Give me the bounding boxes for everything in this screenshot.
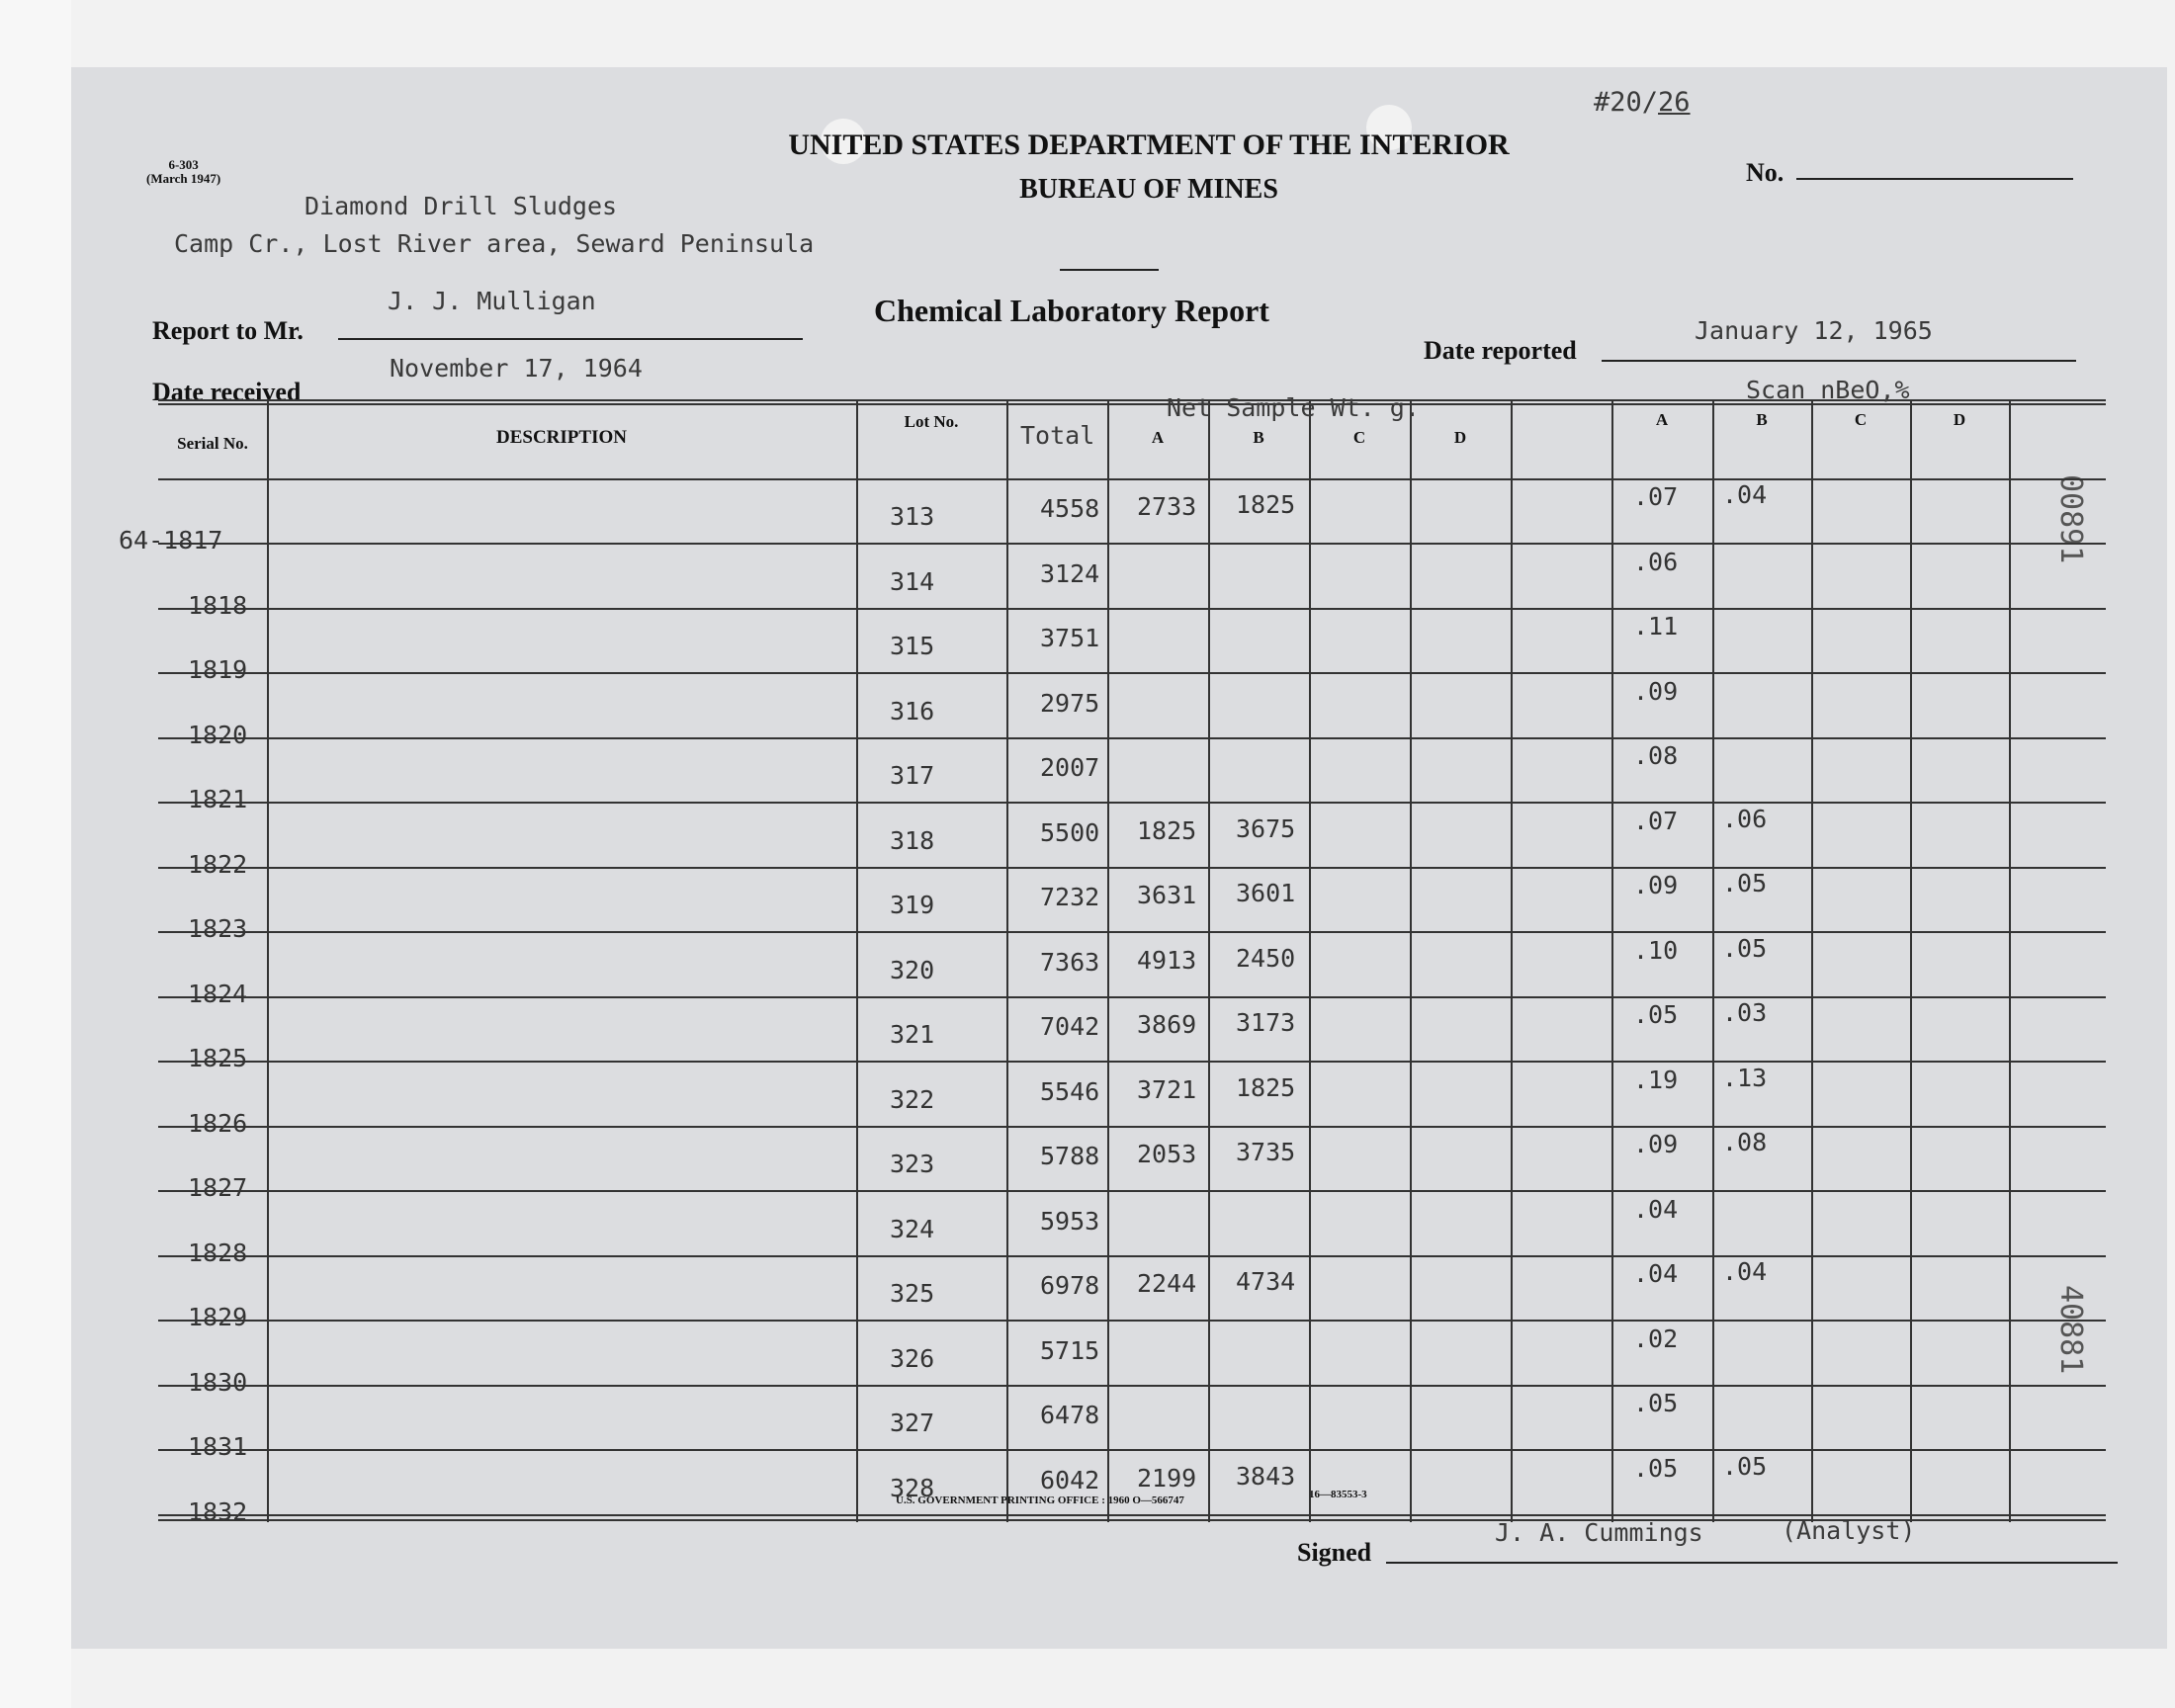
total-cell: 6978 — [1040, 1271, 1100, 1300]
serial-cell: 1830 — [188, 1367, 248, 1397]
lot-cell: 324 — [890, 1214, 935, 1243]
serial-cell: 1824 — [188, 979, 248, 1008]
serial-cell: 1826 — [188, 1108, 248, 1138]
weight-b-cell: 1825 — [1236, 490, 1296, 519]
total-cell: 6478 — [1040, 1401, 1100, 1429]
scan-a-cell: .11 — [1633, 612, 1679, 640]
header-lot: Lot No. — [904, 412, 959, 431]
scan-b-cell: .05 — [1722, 1451, 1768, 1481]
table-bottom-rule-2 — [158, 1519, 2106, 1521]
scan-margin — [0, 0, 71, 1708]
scan-a-cell: .07 — [1633, 806, 1679, 835]
header-scan: Scan nBeO,% — [1746, 376, 1910, 404]
serial-cell: 1825 — [188, 1044, 248, 1072]
header-total: Total — [1020, 421, 1095, 450]
lot-cell: 315 — [890, 632, 935, 660]
weight-a-cell: 3869 — [1137, 1010, 1197, 1039]
analyst-name: J. A. Cummings — [1495, 1518, 1703, 1547]
serial-cell: 1820 — [188, 720, 248, 749]
total-cell: 7042 — [1040, 1012, 1100, 1041]
scan-b-cell: .06 — [1722, 804, 1768, 833]
lot-cell: 313 — [890, 502, 935, 531]
scan-a-cell: .09 — [1633, 676, 1679, 706]
weight-b-cell: 4734 — [1236, 1267, 1296, 1296]
analyst-role: (Analyst) — [1782, 1516, 1916, 1545]
lot-cell: 325 — [890, 1279, 935, 1308]
report-to-label: Report to Mr. — [152, 316, 304, 345]
lot-cell: 322 — [890, 1084, 935, 1114]
serial-cell: 1818 — [188, 590, 248, 620]
scan-a-cell: .05 — [1633, 1389, 1679, 1417]
number-label: No. — [1746, 158, 1784, 187]
weight-b-cell: 3843 — [1236, 1461, 1296, 1491]
scan-a-cell: .05 — [1633, 1000, 1679, 1029]
weight-a-cell: 2733 — [1137, 492, 1197, 521]
table-bottom-rule — [158, 1514, 2106, 1516]
total-cell: 2975 — [1040, 688, 1100, 718]
weight-a-cell: 2244 — [1137, 1269, 1197, 1298]
serial-cell: 1828 — [188, 1238, 248, 1267]
department-heading: UNITED STATES DEPARTMENT OF THE INTERIOR — [788, 128, 1510, 161]
serial-cell: 1819 — [188, 655, 248, 684]
scan-b-cell: .04 — [1722, 1257, 1768, 1286]
lot-cell: 318 — [890, 825, 935, 855]
scan-a-cell: .09 — [1633, 871, 1679, 899]
scan-a-cell: .02 — [1633, 1324, 1679, 1353]
weight-a-cell: 4913 — [1137, 945, 1197, 975]
table-row — [158, 1385, 2106, 1461]
report-title: Chemical Laboratory Report — [874, 293, 1269, 328]
serial-cell: 1831 — [188, 1432, 248, 1461]
side-stamp-top: 00891 — [2053, 474, 2088, 564]
total-cell: 5788 — [1040, 1142, 1100, 1170]
table-row — [158, 803, 2106, 879]
sample-type: Diamond Drill Sludges — [304, 192, 618, 220]
table-row — [158, 673, 2106, 749]
weight-b-cell: 3735 — [1236, 1138, 1296, 1166]
header-scan-b: B — [1756, 410, 1768, 429]
total-cell: 5715 — [1040, 1335, 1100, 1365]
serial-cell: 1827 — [188, 1173, 248, 1202]
header-scan-c: C — [1854, 410, 1868, 429]
bureau-heading: BUREAU OF MINES — [1019, 174, 1278, 205]
header-scan-a: A — [1655, 410, 1669, 429]
header-weight-b: B — [1253, 428, 1264, 447]
form-number: 6-303 — [168, 157, 199, 172]
scan-a-cell: .08 — [1633, 741, 1679, 770]
date-received-label: Date received — [152, 378, 302, 406]
lot-cell: 316 — [890, 696, 935, 726]
total-cell: 6042 — [1040, 1465, 1100, 1494]
table-row — [158, 737, 2106, 813]
table-row — [158, 544, 2106, 620]
weight-b-cell: 3675 — [1236, 813, 1296, 843]
header-net-sample: Net Sample Wt. g. — [1167, 393, 1420, 422]
form-number-block — [146, 158, 220, 186]
total-cell: 5546 — [1040, 1076, 1100, 1106]
lot-cell: 320 — [890, 955, 935, 984]
weight-b-cell: 3173 — [1236, 1008, 1296, 1037]
total-cell: 5953 — [1040, 1206, 1100, 1236]
scan-a-cell: .19 — [1633, 1065, 1679, 1094]
printer-code: 16—83553-3 — [1309, 1489, 1367, 1500]
lot-cell: 326 — [890, 1343, 935, 1373]
weight-b-cell: 1825 — [1236, 1072, 1296, 1102]
date-reported-line — [1602, 360, 2076, 362]
weight-a-cell: 1825 — [1137, 815, 1197, 845]
header-weight-d: D — [1453, 428, 1467, 447]
total-cell: 2007 — [1040, 753, 1100, 782]
report-to-line — [338, 338, 803, 340]
total-cell: 5500 — [1040, 817, 1100, 847]
scan-a-cell: .09 — [1633, 1130, 1679, 1158]
scan-a-cell: .04 — [1633, 1259, 1679, 1288]
scan-a-cell: .05 — [1633, 1453, 1679, 1483]
scan-b-cell: .05 — [1722, 869, 1768, 897]
lot-cell: 319 — [890, 891, 935, 919]
header-serial: Serial No. — [177, 434, 248, 453]
lot-cell: 328 — [890, 1473, 935, 1502]
weight-b-cell: 2450 — [1236, 943, 1296, 973]
serial-cell: 1821 — [188, 785, 248, 813]
total-cell: 4558 — [1040, 494, 1100, 523]
lot-cell: 321 — [890, 1020, 935, 1049]
serial-cell: 1823 — [188, 914, 248, 943]
total-cell: 7232 — [1040, 883, 1100, 911]
weight-a-cell: 3631 — [1137, 881, 1197, 909]
lot-cell: 327 — [890, 1409, 935, 1437]
scan-a-cell: .06 — [1633, 547, 1679, 576]
table-row — [158, 1450, 2106, 1526]
document-reference — [1594, 87, 1691, 118]
serial-cell: 1832 — [188, 1496, 248, 1526]
date-received-value: November 17, 1964 — [390, 354, 643, 383]
scan-a-cell: .07 — [1633, 482, 1679, 511]
header-scan-d: D — [1953, 410, 1966, 429]
document-reference-page: 26 — [1658, 87, 1691, 118]
printer-line: U.S. GOVERNMENT PRINTING OFFICE : 1960 O—566747 — [896, 1494, 1184, 1506]
document-reference-prefix: #20/ — [1594, 87, 1659, 118]
table-row — [158, 1191, 2106, 1267]
serial-cell: 64-1817 — [119, 526, 223, 555]
scan-a-cell: .04 — [1633, 1194, 1679, 1224]
table-row — [119, 478, 2106, 555]
header-weight-a: A — [1151, 428, 1165, 447]
side-stamp-bottom: 40881 — [2053, 1285, 2088, 1375]
serial-cell: 1829 — [188, 1303, 248, 1331]
table-row — [158, 608, 2106, 684]
scan-b-cell: .04 — [1722, 480, 1768, 509]
lot-cell: 317 — [890, 761, 935, 790]
form-date: (March 1947) — [146, 171, 221, 186]
lot-cell: 314 — [890, 566, 935, 596]
total-cell: 3124 — [1040, 558, 1100, 588]
weight-a-cell: 2199 — [1137, 1463, 1197, 1493]
scan-b-cell: .13 — [1722, 1063, 1768, 1092]
signed-label: Signed — [1297, 1538, 1372, 1567]
date-reported-label: Date reported — [1424, 336, 1577, 365]
table-row — [158, 1062, 2106, 1138]
header-weight-c: C — [1352, 428, 1366, 447]
serial-cell: 1822 — [188, 849, 248, 879]
scan-b-cell: .05 — [1722, 933, 1768, 963]
table-row — [158, 1321, 2106, 1397]
table-row — [158, 1126, 2106, 1202]
signature-line — [1386, 1562, 2118, 1564]
table-row — [158, 996, 2106, 1072]
heading-rule — [1060, 269, 1159, 271]
scan-b-cell: .08 — [1722, 1128, 1768, 1156]
scan-a-cell: .10 — [1633, 935, 1679, 965]
table-row — [158, 932, 2106, 1008]
number-field-line — [1796, 178, 2073, 180]
report-to-name: J. J. Mulligan — [388, 287, 596, 315]
weight-a-cell: 3721 — [1137, 1074, 1197, 1104]
table-row — [158, 867, 2106, 943]
sample-location: Camp Cr., Lost River area, Seward Peninsula — [174, 229, 815, 258]
date-reported-value: January 12, 1965 — [1695, 316, 1933, 345]
total-cell: 3751 — [1040, 624, 1100, 652]
weight-b-cell: 3601 — [1236, 879, 1296, 907]
total-cell: 7363 — [1040, 947, 1100, 977]
scan-b-cell: .03 — [1722, 998, 1768, 1027]
lot-cell: 323 — [890, 1150, 935, 1178]
header-description: DESCRIPTION — [496, 427, 627, 448]
weight-a-cell: 2053 — [1137, 1140, 1197, 1168]
